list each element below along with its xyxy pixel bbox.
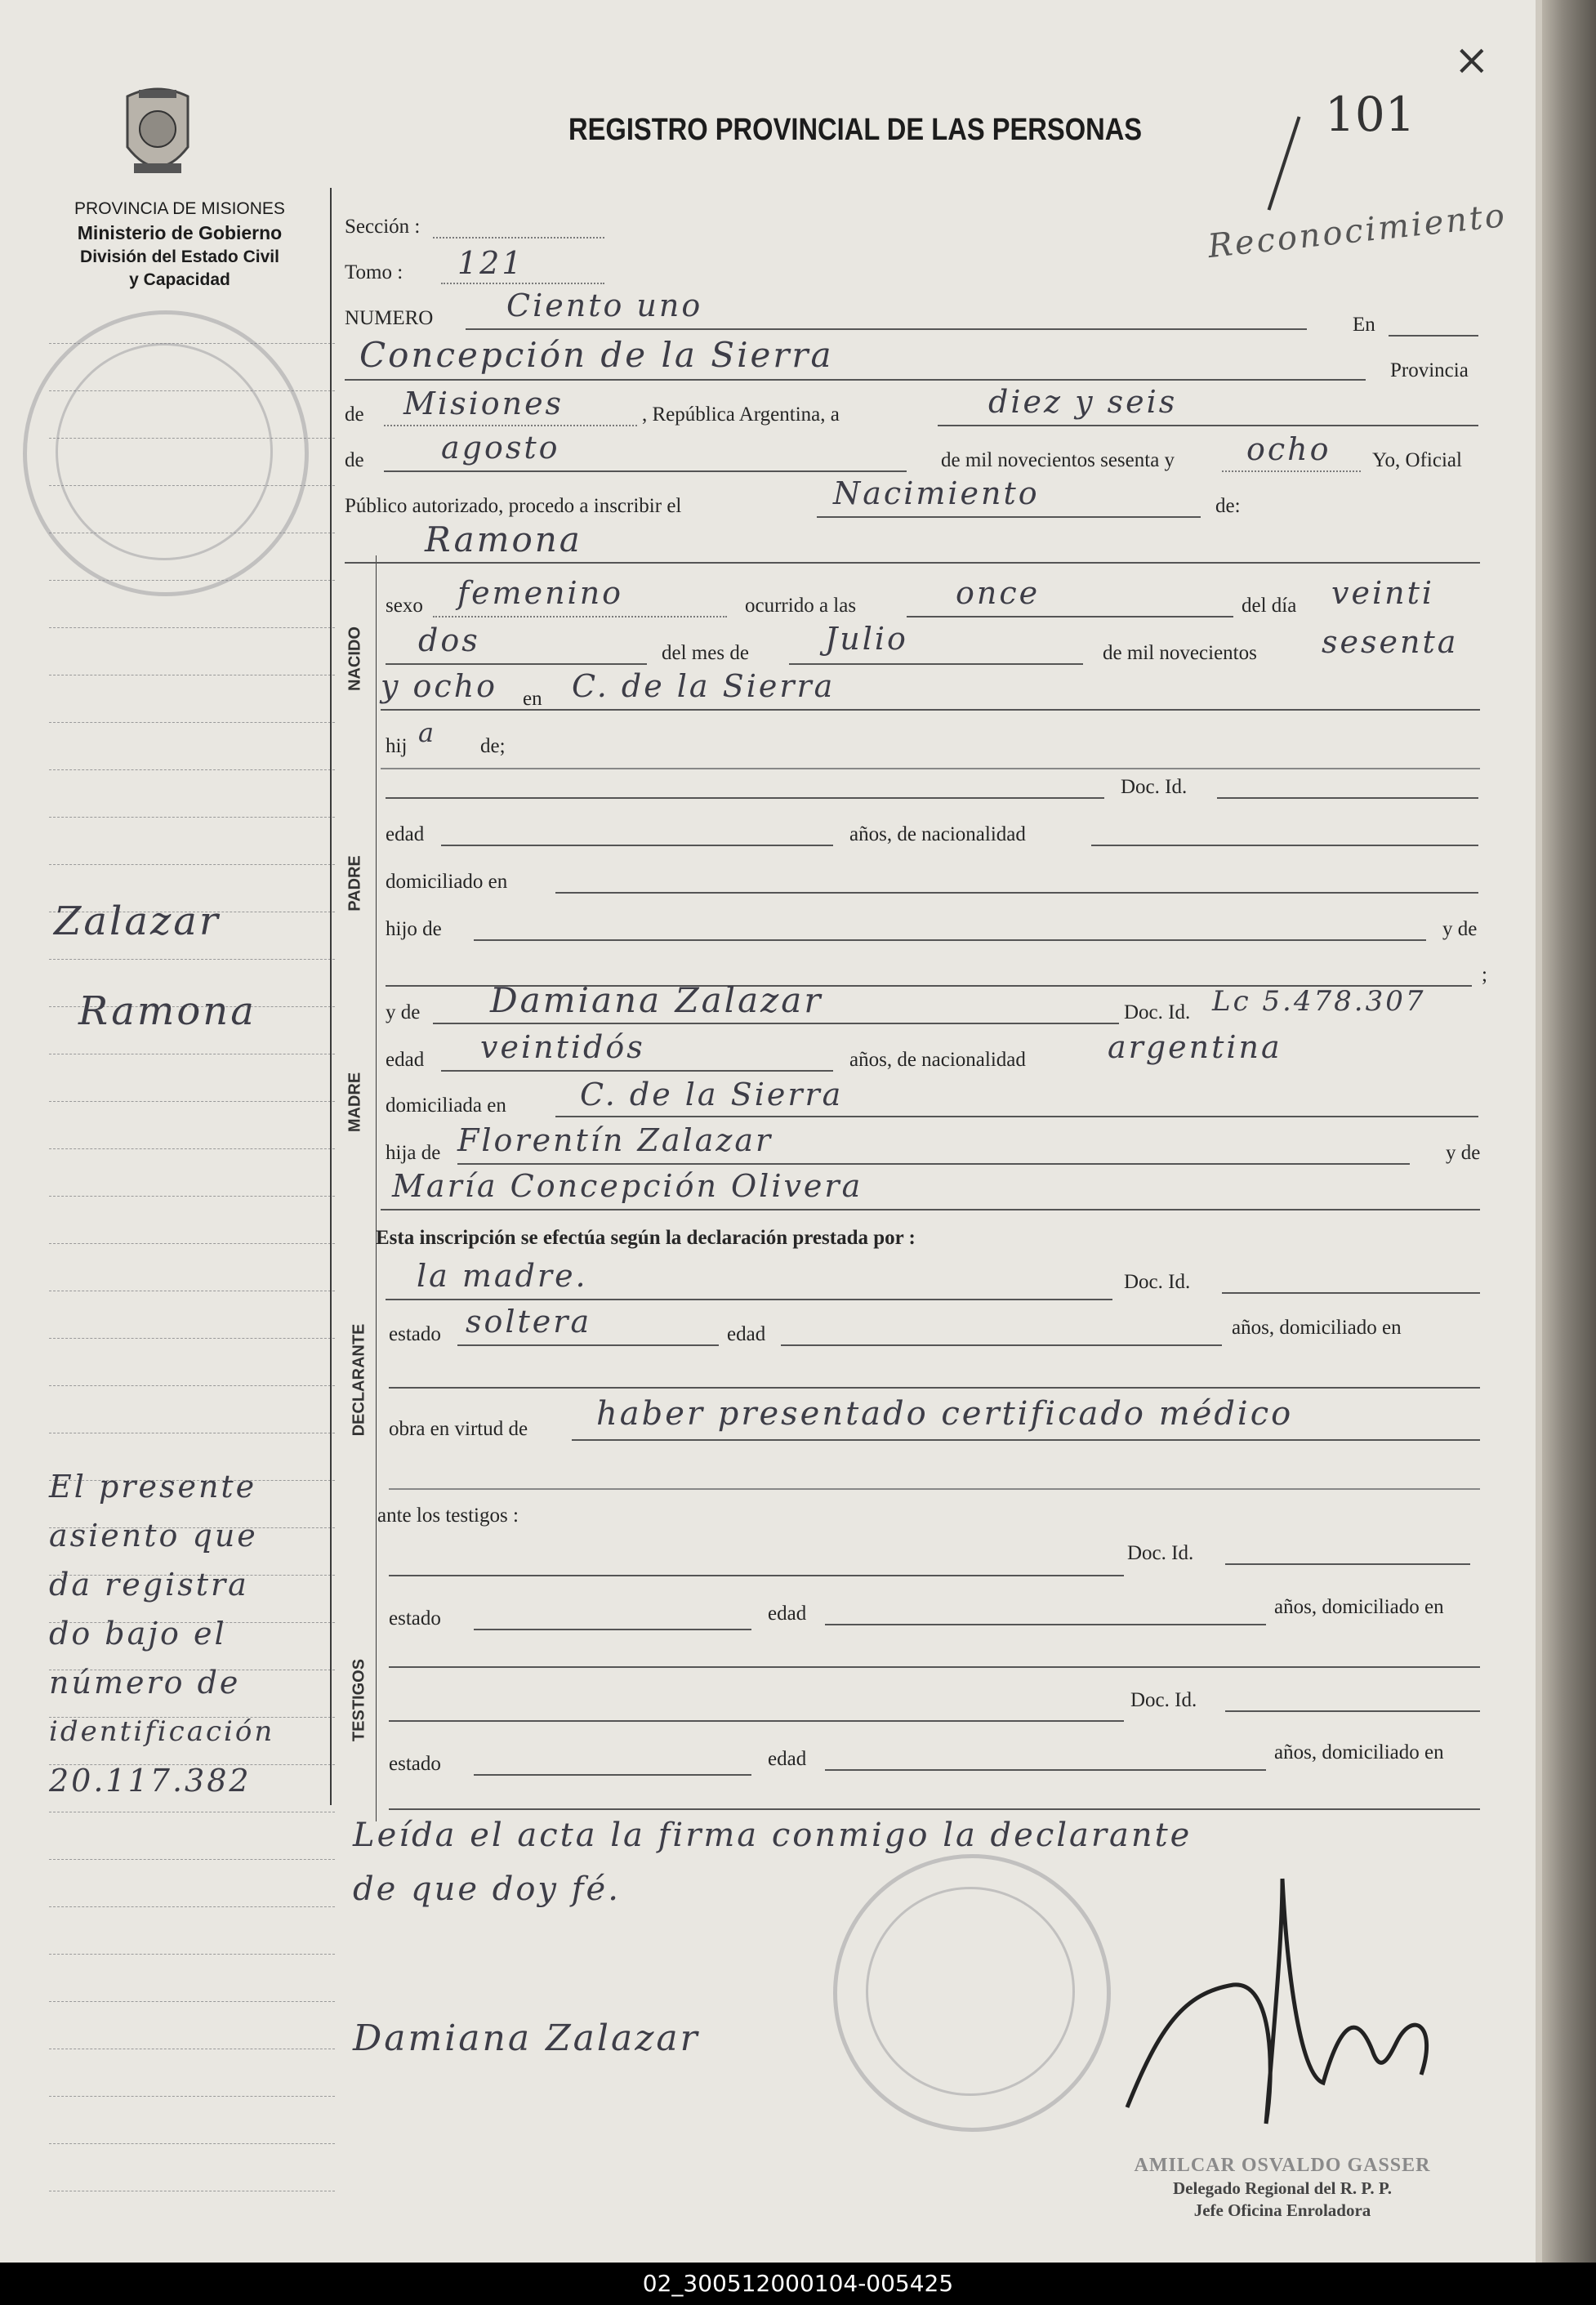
- margin-rule-line: [49, 1859, 335, 1860]
- margin-rule-line: [49, 817, 335, 818]
- official-title-2: Jefe Oficina Enroladora: [1193, 2200, 1371, 2220]
- yo-label: Yo, Oficial: [1372, 449, 1462, 471]
- tipo-line: [817, 516, 1201, 518]
- margin-rule-line: [49, 1338, 335, 1339]
- madre-docid-label: Doc. Id.: [1124, 1001, 1191, 1023]
- numero-label: NUMERO: [345, 307, 434, 329]
- margin-rule-line: [49, 2143, 335, 2144]
- margin-rule-line: [49, 722, 335, 723]
- testigo2-estado-label: estado: [389, 1753, 441, 1775]
- section-declarante: DECLARANTE: [350, 1323, 368, 1437]
- madre-nombre-line: [433, 1023, 1119, 1024]
- declarante-obra-line: [572, 1439, 1480, 1441]
- margin-rule-line: [49, 1906, 335, 1907]
- madre-nac-label: años, de nacionalidad: [849, 1049, 1026, 1071]
- republica-label: , República Argentina, a: [642, 403, 840, 426]
- provincia-label: Provincia: [1390, 359, 1469, 381]
- declarante-domic-line: [389, 1387, 1480, 1389]
- testigo1-estado-label: estado: [389, 1607, 441, 1630]
- margin-rule-line: [49, 2096, 335, 2097]
- mes-nac-value: Julio: [825, 621, 908, 657]
- margin-note: [49, 1462, 274, 1805]
- province-seal: [123, 82, 193, 188]
- seccion-line: [433, 237, 604, 239]
- declarante-intro: Esta inscripción se efectúa según la declaración prestada por :: [376, 1227, 916, 1249]
- lugar-nac-line: [381, 709, 1480, 711]
- madre-madre2-value: María Concepción Olivera: [392, 1168, 863, 1204]
- margin-note-line: 20.117.382: [49, 1763, 252, 1799]
- hora-value: once: [956, 575, 1041, 611]
- testigo2-estado-line: [474, 1774, 751, 1776]
- margin-note-line: El presente: [49, 1469, 257, 1505]
- mes-nac-line: [789, 663, 1083, 665]
- madre-hija-label: hija de: [386, 1142, 441, 1164]
- padre-nac-label: años, de nacionalidad: [849, 823, 1026, 845]
- declarante-obra-value: haber presentado certificado médico: [596, 1395, 1294, 1433]
- en-label: En: [1353, 314, 1375, 336]
- hij-tail: de;: [480, 735, 506, 757]
- tomo-value: 121: [457, 245, 524, 281]
- declarante-estado-line: [457, 1344, 719, 1346]
- padre-domic-label: domiciliado en: [386, 871, 508, 893]
- madre-hija-line: [457, 1163, 1410, 1165]
- madre-domic-label: domiciliada en: [386, 1095, 506, 1117]
- publico-label: Público autorizado, procedo a inscribir el: [345, 495, 682, 517]
- section-padre: PADRE: [346, 855, 364, 912]
- de-label-2: de: [345, 449, 364, 471]
- nombre-value: Ramona: [425, 519, 582, 560]
- org-line-4: y Capacidad: [129, 270, 230, 289]
- nacido-divider: [381, 768, 1480, 769]
- madre-madre2-line: [381, 1209, 1480, 1210]
- margin-rule-line: [49, 959, 335, 960]
- numero-line: [466, 328, 1307, 330]
- lugar-line: [345, 379, 1366, 381]
- anio-value: ocho: [1246, 431, 1331, 467]
- testigo2-edad-line: [825, 1769, 1266, 1771]
- margin-rule-line: [49, 1243, 335, 1244]
- testigo2-domic-line: [389, 1808, 1480, 1810]
- dia-nac-value: veinti: [1331, 575, 1435, 611]
- mil-label: de mil novecientos sesenta y: [941, 449, 1175, 471]
- de2-label: de:: [1215, 495, 1241, 517]
- madre-hija-value: Florentín Zalazar: [457, 1122, 773, 1158]
- declarante-end-line: [389, 1488, 1480, 1490]
- corner-mark: ×: [1454, 36, 1490, 85]
- padre-nac-line: [1091, 845, 1478, 846]
- anio-nac-value: sesenta: [1322, 624, 1459, 660]
- anio-line: [1222, 470, 1361, 472]
- footer-caption: 02_300512000104-005425: [0, 2263, 1596, 2305]
- lugar-nac-value: C. de la Sierra: [572, 668, 836, 704]
- madre-nombre-value: Damiana Zalazar: [490, 980, 823, 1020]
- org-line-2: Ministerio de Gobierno: [77, 222, 283, 243]
- numero-value: Ciento uno: [506, 288, 703, 323]
- sexo-value: femenino: [457, 575, 624, 611]
- left-stamp-inner: [56, 343, 273, 560]
- madre-yde2-label: y de: [1446, 1142, 1481, 1164]
- margin-rule-line: [49, 1196, 335, 1197]
- margin-given: Ramona: [78, 988, 256, 1034]
- deldia-label: del día: [1242, 595, 1297, 617]
- margin-rule-line: [49, 864, 335, 865]
- margin-rule-line: [49, 1954, 335, 1955]
- testigos-intro: ante los testigos :: [377, 1505, 519, 1527]
- testigo1-docid-label: Doc. Id.: [1127, 1542, 1194, 1564]
- sexo-label: sexo: [386, 595, 423, 617]
- form-rule: [330, 188, 332, 1805]
- org-line-1: PROVINCIA DE MISIONES: [74, 199, 285, 218]
- testigo1-edad-label: edad: [768, 1603, 807, 1625]
- en-line: [1389, 335, 1478, 337]
- declarante-obra-label: obra en virtud de: [389, 1418, 528, 1440]
- delmes-label: del mes de: [662, 642, 749, 664]
- section-rule: [376, 555, 377, 1821]
- book-binding: [1542, 0, 1596, 2263]
- dia-line: [938, 425, 1478, 426]
- closing-line-1: Leída el acta la firma conmigo la declarante: [353, 1817, 1193, 1854]
- dia2-line: [386, 663, 647, 665]
- hij-value: a: [418, 717, 437, 748]
- padre-edad-line: [441, 845, 833, 846]
- testigo2-name-line: [389, 1720, 1124, 1722]
- provincia-value: Misiones: [403, 386, 564, 421]
- madre-domic-line: [555, 1116, 1478, 1117]
- declarante-estado-label: estado: [389, 1323, 441, 1345]
- margin-rule-line: [49, 1385, 335, 1386]
- closing-line-2: de que doy fé.: [353, 1870, 621, 1908]
- declarante-docid-label: Doc. Id.: [1124, 1271, 1191, 1293]
- padre-name-line: [386, 797, 1104, 799]
- madre-edad-value: veintidós: [480, 1029, 645, 1065]
- stamp-word: Reconocimiento: [1206, 196, 1509, 266]
- declarante-docid-line: [1222, 1292, 1480, 1294]
- testigo1-name-line: [389, 1575, 1124, 1576]
- provincia-line: [384, 425, 637, 426]
- act-number: 101: [1325, 87, 1415, 142]
- testigo2-docid-label: Doc. Id.: [1130, 1689, 1197, 1711]
- seccion-label: Sección :: [345, 216, 421, 238]
- document-title: REGISTRO PROVINCIAL DE LAS PERSONAS: [568, 113, 1143, 147]
- padre-semicolon: ;: [1482, 964, 1487, 986]
- mil-nac-label: de mil novecientos: [1103, 642, 1257, 664]
- tomo-label: Tomo :: [345, 261, 403, 283]
- padre-domic-line: [555, 892, 1478, 894]
- madre-domic-value: C. de la Sierra: [580, 1077, 844, 1112]
- margin-note-line: número de: [49, 1665, 241, 1701]
- hora-line: [907, 616, 1233, 617]
- official-block: [1094, 2155, 1470, 2221]
- declarante-signature: Damiana Zalazar: [353, 2017, 700, 2059]
- testigo2-anios-label: años, domiciliado en: [1274, 1741, 1444, 1763]
- margin-note-line: do bajo el: [49, 1616, 227, 1652]
- slash-mark: [1268, 116, 1301, 210]
- padre-docid-line: [1217, 797, 1478, 799]
- nombre-line: [345, 562, 1480, 564]
- org-block: [33, 199, 327, 290]
- declarante-anios-label: años, domiciliado en: [1232, 1317, 1402, 1339]
- margin-rule-line: [49, 1148, 335, 1149]
- margin-rule-line: [49, 627, 335, 628]
- sexo-line: [433, 616, 727, 617]
- testigo1-anios-label: años, domiciliado en: [1274, 1596, 1444, 1618]
- padre-yde-label: y de: [1442, 918, 1478, 940]
- org-line-3: División del Estado Civil: [80, 247, 279, 266]
- lugar-value: Concepción de la Sierra: [359, 335, 834, 375]
- testigo2-docid-line: [1225, 1710, 1480, 1712]
- margin-note-line: identificación: [49, 1715, 275, 1748]
- padre-edad-label: edad: [386, 823, 425, 845]
- hij-label: hij: [386, 735, 408, 757]
- official-title-1: Delegado Regional del R. P. P.: [1173, 2178, 1392, 2198]
- margin-rule-line: [49, 1101, 335, 1102]
- right-stamp-inner: [866, 1887, 1075, 2096]
- madre-nac-value: argentina: [1108, 1029, 1282, 1065]
- madre-yde-label: y de: [386, 1001, 421, 1023]
- ocurrido-label: ocurrido a las: [745, 595, 857, 617]
- de-label: de: [345, 403, 364, 426]
- declarante-edad-label: edad: [727, 1323, 766, 1345]
- official-name: AMILCAR OSVALDO GASSER: [1134, 2155, 1431, 2176]
- margin-surname: Zalazar: [54, 898, 221, 944]
- declarante-estado-value: soltera: [466, 1304, 592, 1340]
- section-nacido: NACIDO: [346, 626, 364, 691]
- padre-hijo-label: hijo de: [386, 918, 442, 940]
- declarante-nombre-value: la madre.: [417, 1258, 588, 1294]
- margin-rule-line: [49, 769, 335, 770]
- madre-doc-value: Lc 5.478.307: [1212, 985, 1426, 1018]
- section-madre: MADRE: [346, 1072, 364, 1133]
- declarante-edad-line: [781, 1344, 1222, 1346]
- margin-note-line: asiento que: [49, 1518, 258, 1554]
- margin-rule-line: [49, 2001, 335, 2002]
- dia-value: diez y seis: [988, 384, 1178, 420]
- testigo1-docid-line: [1225, 1563, 1470, 1565]
- section-testigos: TESTIGOS: [350, 1658, 368, 1742]
- testigo1-domic-line: [389, 1666, 1480, 1668]
- dia-nac-value-2: dos: [418, 622, 480, 658]
- official-signature: [1111, 1862, 1454, 2140]
- mes-line: [384, 470, 907, 472]
- tomo-line: [441, 283, 604, 284]
- testigo2-edad-label: edad: [768, 1748, 807, 1770]
- mes-value: agosto: [441, 430, 560, 466]
- margin-note-line: da registra: [49, 1567, 249, 1603]
- madre-edad-label: edad: [386, 1049, 425, 1071]
- en-nac-label: en: [523, 688, 542, 710]
- padre-docid-label: Doc. Id.: [1121, 776, 1188, 798]
- padre-hijo-line: [474, 939, 1426, 941]
- declarante-nombre-line: [386, 1299, 1112, 1300]
- testigo1-estado-line: [474, 1629, 751, 1630]
- tipo-value: Nacimiento: [833, 475, 1040, 511]
- madre-edad-line: [441, 1070, 833, 1072]
- anio-nac-value-2: y ocho: [381, 668, 498, 704]
- testigo1-edad-line: [825, 1624, 1266, 1625]
